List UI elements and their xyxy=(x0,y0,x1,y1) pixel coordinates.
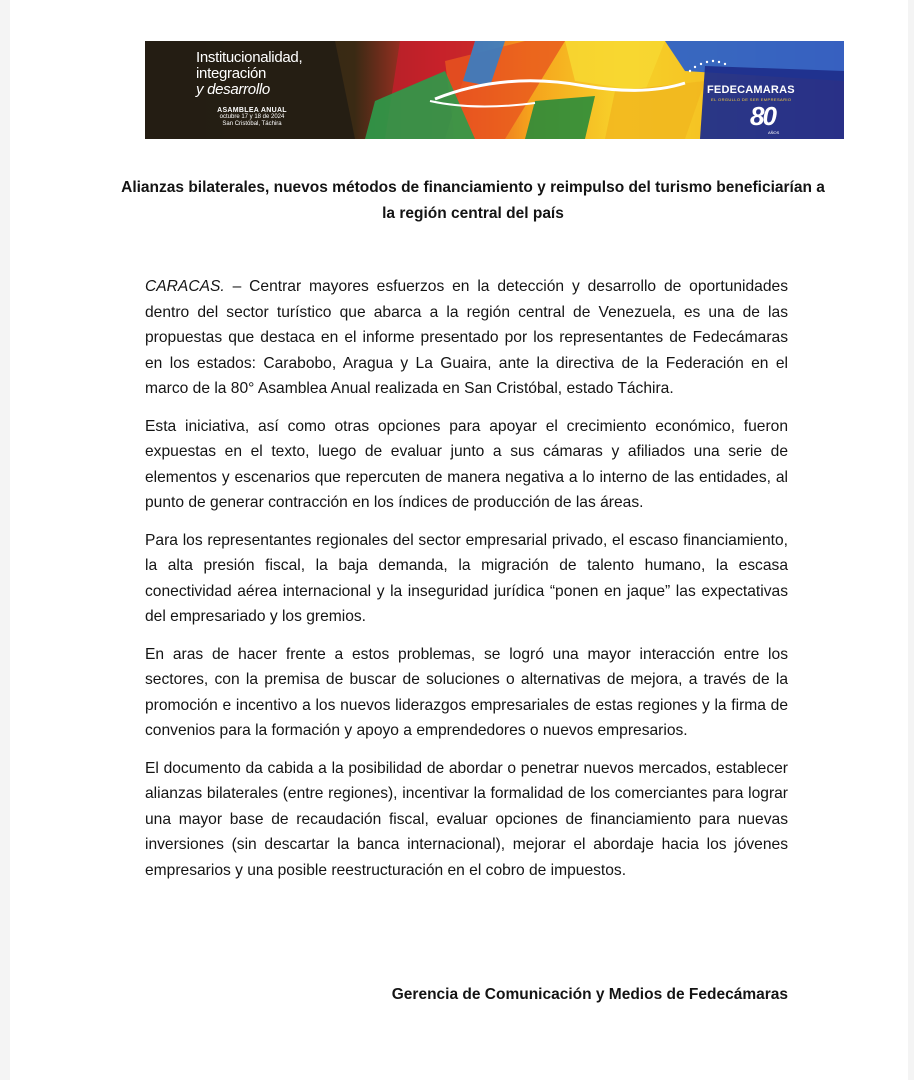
banner-title-line3: y desarrollo xyxy=(196,81,270,98)
brand-tagline: EL ORGULLO DE SER EMPRESARIO xyxy=(711,97,792,102)
anniversary-number: 80 xyxy=(750,101,775,131)
brand-logo-text: FEDECAMARAS xyxy=(707,84,795,96)
paragraph-5: El documento da cabida a la posibilidad de abordar o penetrar nuevos mercados, establecer alianzas bilaterales (entre regiones), incentivar la formalidad de los comerciantes para lograr una mayor base de recaudación fiscal, evaluar opciones de financiamiento para nuevas inversiones (sin descartar la banca internacional), mejorar el abordaje hacia los jóvenes empresarios y una posible reestructuración en el cobro de impuestos. xyxy=(145,759,788,879)
paragraph-1 xyxy=(145,274,788,402)
banner-event-info xyxy=(207,107,297,128)
banner-event-name: ASAMBLEA ANUAL xyxy=(217,107,287,114)
press-release-headline: Alianzas bilaterales, nuevos métodos de financiamiento y reimpulso del turismo beneficiarían a la región central del país xyxy=(121,179,825,222)
signature: Gerencia de Comunicación y Medios de Fedecámaras xyxy=(391,986,788,1003)
banner-event-dates: octubre 17 y 18 de 2024 xyxy=(219,114,285,120)
paragraph-1-text: – Centrar mayores esfuerzos en la detección y desarrollo de oportunidades dentro del sector turístico que abarca a la región central de Venezuela, es una de las propuestas que destaca en el informe presentado por los representantes de Fedecámaras en los estados: Carabobo, Aragua y La Guaira, ante la directiva de la Federación en el marco de la 80° Asamblea Anual realizada en San Cristóbal, estado Táchira. xyxy=(145,278,788,397)
dateline: CARACAS. xyxy=(145,278,225,295)
event-banner xyxy=(145,41,844,139)
paragraph-2: Esta iniciativa, así como otras opciones para apoyar el crecimiento económico, fueron expuestas en el texto, luego de evaluar junto a sus cámaras y afiliados una serie de elementos y escenarios que repercuten de manera negativa a lo interno de las entidades, al punto de generar contracción en los índices de producción de las áreas. xyxy=(145,417,788,511)
anniversary-label: AÑOS xyxy=(768,130,780,135)
banner-title-line2: integración xyxy=(196,65,267,82)
press-release-body xyxy=(145,274,788,895)
document-page xyxy=(10,0,908,1080)
banner-title xyxy=(196,50,302,98)
paragraph-4: En aras de hacer frente a estos problemas, se logró una mayor interacción entre los sectores, con la premisa de buscar de soluciones o alternativas de mejora, a través de la promoción e incentivo a los nuevos liderazgos empresariales de estas regiones y la firma de convenios para la formación y apoyo a emprendedores o nuevos empresarios. xyxy=(145,645,788,739)
paragraph-3: Para los representantes regionales del sector empresarial privado, el escaso financiamiento, la alta presión fiscal, la baja demanda, la migración de talento humano, la escasa conectividad aérea internacional y la inseguridad jurídica “ponen en jaque” las expectativas del empresariado y los gremios. xyxy=(145,531,788,625)
banner-event-location: San Cristóbal, Táchira xyxy=(222,121,282,127)
banner-title-line1: Institucionalidad, xyxy=(196,49,303,66)
